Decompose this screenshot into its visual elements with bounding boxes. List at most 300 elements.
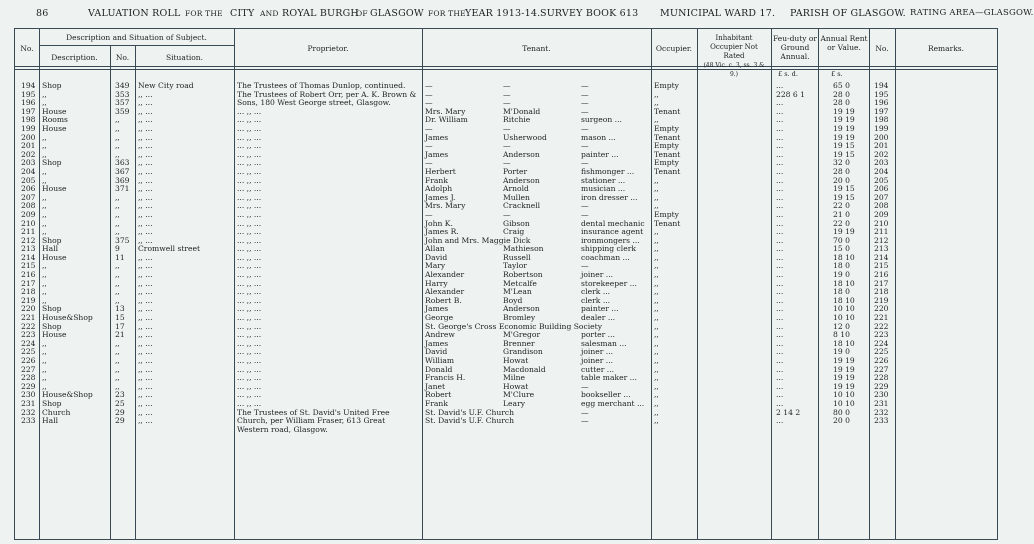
row-description: ,, <box>42 287 47 297</box>
row-situation: ,, ... <box>138 313 153 323</box>
row-no-right: 224 <box>874 338 889 348</box>
row-no-right: 195 <box>874 89 889 99</box>
row-no-right: 218 <box>874 287 889 297</box>
row-no-right: 231 <box>874 398 889 408</box>
row-tenant-first: Harry <box>425 278 448 288</box>
row-situation: ,, ... <box>138 321 153 331</box>
row-situation: ,, ... <box>138 106 153 116</box>
row-tenant-trade: joiner ... <box>581 347 614 357</box>
row-no: 221 <box>21 313 36 323</box>
row-no-right: 207 <box>874 192 889 202</box>
row-annual-value: 19 15 <box>833 192 855 202</box>
row-proprietor: ... ,, ... <box>237 244 262 254</box>
row-occupier: ,, <box>654 390 659 400</box>
row-description: ,, <box>42 347 47 357</box>
row-tenant-first: Andrew <box>425 330 455 340</box>
col-no: No. <box>20 44 34 53</box>
row-occupier: Empty <box>654 209 679 219</box>
row-proprietor: ... ,, ... <box>237 313 262 323</box>
row-feu-duty: ... <box>776 330 784 340</box>
row-feu-duty: ... <box>776 209 784 219</box>
row-occupier: ,, <box>654 98 659 108</box>
row-tenant-first: — <box>425 98 433 108</box>
row-feu-duty: ... <box>776 295 784 305</box>
row-tenant-surname: Macdonald <box>503 364 546 374</box>
row-description: ,, <box>42 295 47 305</box>
row-tenant-surname: Grandison <box>503 347 543 357</box>
row-street-no: ,, <box>115 192 120 202</box>
row-no: 227 <box>21 364 36 374</box>
row-annual-value: 70 0 <box>833 235 850 245</box>
title-city: CITY <box>230 8 255 19</box>
row-street-no: ,, <box>115 123 120 133</box>
row-proprietor: ... ,, ... <box>237 235 262 245</box>
row-occupier: Tenant <box>654 166 681 176</box>
row-situation: ,, ... <box>138 261 153 271</box>
row-situation: ,, ... <box>138 132 153 142</box>
row-tenant-surname: Milne <box>503 373 526 383</box>
row-feu-duty: ... <box>776 141 784 151</box>
row-description: ,, <box>42 364 47 374</box>
row-situation: Cromwell street <box>138 244 201 254</box>
row-situation: ,, ... <box>138 166 153 176</box>
title-glasgow: GLASGOW <box>370 8 424 19</box>
row-tenant-first: Frank <box>425 398 448 408</box>
row-proprietor: ... ,, ... <box>237 304 262 314</box>
row-no-right: 222 <box>874 321 889 331</box>
row-annual-value: 65 0 <box>833 81 850 90</box>
row-feu-duty: ... <box>776 227 784 237</box>
row-tenant-trade: — <box>581 381 589 391</box>
col-inhabitant-label: Inhabitant Occupier Not Rated <box>710 34 758 60</box>
header-bottom-line <box>15 66 997 67</box>
row-description: Shop <box>42 158 62 168</box>
row-tenant-surname: Mathieson <box>503 244 544 254</box>
row-street-no: 369 <box>115 175 130 185</box>
row-situation: ,, ... <box>138 209 153 219</box>
row-no: 196 <box>21 98 36 108</box>
survey-book: SURVEY BOOK 613 <box>540 8 639 19</box>
row-tenant-surname: — <box>503 158 511 168</box>
row-tenant-first: Janet <box>425 381 446 391</box>
row-description: ,, <box>42 132 47 142</box>
row-no: 202 <box>21 149 36 159</box>
row-proprietor: ... ,, ... <box>237 166 262 176</box>
row-street-no: 17 <box>115 321 125 331</box>
row-tenant-trade: shipping clerk <box>581 244 636 254</box>
row-occupier: Tenant <box>654 106 681 116</box>
row-no-right: 228 <box>874 373 889 383</box>
row-tenant-trade: — <box>581 81 589 90</box>
row-tenant-trade: iron dresser ... <box>581 192 638 202</box>
row-no-right: 213 <box>874 244 889 254</box>
row-no: 219 <box>21 295 36 305</box>
row-annual-value: 22 0 <box>833 201 850 211</box>
row-no: 216 <box>21 270 36 280</box>
row-tenant-first: James <box>425 132 449 142</box>
row-no-right: 200 <box>874 132 889 142</box>
row-no-right: 220 <box>874 304 889 314</box>
row-description: House&Shop <box>42 313 93 323</box>
row-tenant-trade: — <box>581 158 589 168</box>
row-situation: ,, ... <box>138 373 153 383</box>
row-situation: ,, ... <box>138 416 153 426</box>
row-description: ,, <box>42 89 47 99</box>
row-tenant-trade: surgeon ... <box>581 115 622 125</box>
row-occupier: ,, <box>654 364 659 374</box>
row-no-right: 203 <box>874 158 889 168</box>
row-description: ,, <box>42 149 47 159</box>
row-street-no: 23 <box>115 390 125 400</box>
row-proprietor: Western road, Glasgow. <box>237 424 328 434</box>
row-annual-value: 19 15 <box>833 141 855 151</box>
row-proprietor: ... ,, ... <box>237 390 262 400</box>
row-situation: ,, ... <box>138 287 153 297</box>
row-no-right: 226 <box>874 356 889 365</box>
row-no-right: 205 <box>874 175 889 185</box>
row-occupier: Empty <box>654 141 679 151</box>
row-annual-value: 8 10 <box>833 330 850 340</box>
row-occupier: ,, <box>654 338 659 348</box>
row-annual-value: 28 0 <box>833 166 850 176</box>
municipal-ward: MUNICIPAL WARD 17. <box>660 8 776 19</box>
row-no: 233 <box>21 416 36 426</box>
title-for-the-2: FOR THE <box>428 9 466 18</box>
col-feu-duty: Feu-duty or Ground Annual. <box>773 34 817 61</box>
row-tenant-surname: Craig <box>503 227 525 237</box>
row-street-no: ,, <box>115 115 120 125</box>
row-tenant-first: St. David's U.F. Church <box>425 407 515 417</box>
row-situation: ,, ... <box>138 158 153 168</box>
row-situation: ,, ... <box>138 381 153 391</box>
row-street-no: 353 <box>115 89 130 99</box>
row-tenant-surname: Brenner <box>503 338 535 348</box>
row-annual-value: 19 19 <box>833 115 855 125</box>
row-tenant-surname: Anderson <box>503 304 540 314</box>
row-annual-value: 19 19 <box>833 227 855 237</box>
row-feu-duty: ... <box>776 416 784 426</box>
row-tenant-trade: dealer ... <box>581 313 616 323</box>
row-proprietor: ... ,, ... <box>237 201 262 211</box>
row-no-right: 227 <box>874 364 889 374</box>
row-no: 225 <box>21 347 36 357</box>
row-no: 214 <box>21 252 36 262</box>
row-tenant-trade: clerk ... <box>581 287 611 297</box>
row-description: Shop <box>42 235 62 245</box>
row-situation: ,, ... <box>138 407 153 417</box>
row-no-right: 221 <box>874 313 889 323</box>
row-annual-value: 18 10 <box>833 252 855 262</box>
row-description: ,, <box>42 356 47 365</box>
row-description: ,, <box>42 192 47 202</box>
row-feu-duty: ... <box>776 98 784 108</box>
row-street-no: 11 <box>115 252 125 262</box>
row-feu-duty: ... <box>776 373 784 383</box>
row-street-no: 25 <box>115 398 125 408</box>
row-annual-value: 18 0 <box>833 261 850 271</box>
table-body <box>15 82 999 434</box>
row-annual-value: 10 10 <box>833 304 855 314</box>
row-proprietor: ... ,, ... <box>237 209 262 219</box>
row-description: ,, <box>42 373 47 383</box>
table-row <box>15 417 999 426</box>
row-no-right: 233 <box>874 416 889 426</box>
row-street-no: 371 <box>115 184 130 194</box>
row-tenant-first: John K. <box>425 218 453 228</box>
row-description: ,, <box>42 141 47 151</box>
row-tenant-first: Mary <box>425 261 446 271</box>
row-tenant-trade: joiner ... <box>581 356 614 365</box>
row-occupier: ,, <box>654 201 659 211</box>
row-occupier: ,, <box>654 398 659 408</box>
row-no-right: 225 <box>874 347 889 357</box>
row-tenant-first: David <box>425 252 448 262</box>
row-no: 230 <box>21 390 36 400</box>
row-annual-value: 19 15 <box>833 149 855 159</box>
row-feu-duty: ... <box>776 166 784 176</box>
row-street-no: ,, <box>115 132 120 142</box>
feu-units: £ s. d. <box>778 70 798 78</box>
row-annual-value: 10 10 <box>833 313 855 323</box>
row-feu-duty: ... <box>776 390 784 400</box>
col-inhabitant-sub: (48 Vic. c. 3, ss. 3 & 9.) <box>703 62 765 78</box>
row-description: Rooms <box>42 115 68 125</box>
row-no-right: 230 <box>874 390 889 400</box>
row-tenant-first: Frank <box>425 175 448 185</box>
row-description: ,, <box>42 166 47 176</box>
row-street-no: ,, <box>115 278 120 288</box>
row-proprietor: ... ,, ... <box>237 132 262 142</box>
row-situation: ,, ... <box>138 235 153 245</box>
col-inhabitant <box>699 34 769 79</box>
row-tenant-trade: fishmonger ... <box>581 166 635 176</box>
row-annual-value: 18 10 <box>833 338 855 348</box>
row-tenant-trade: — <box>581 261 589 271</box>
row-tenant-trade: storekeeper ... <box>581 278 637 288</box>
row-proprietor: ... ,, ... <box>237 330 262 340</box>
row-street-no: 363 <box>115 158 130 168</box>
row-tenant-surname: Taylor <box>503 261 527 271</box>
row-street-no: 375 <box>115 235 130 245</box>
col-annual-rent: Annual Rent or Value. <box>820 34 868 52</box>
row-no: 218 <box>21 287 36 297</box>
row-street-no: ,, <box>115 287 120 297</box>
row-no-right: 196 <box>874 98 889 108</box>
table-row <box>15 426 999 435</box>
row-description: ,, <box>42 201 47 211</box>
row-annual-value: 19 0 <box>833 347 850 357</box>
row-tenant-trade: — <box>581 209 589 219</box>
row-no-right: 198 <box>874 115 889 125</box>
row-no: 231 <box>21 398 36 408</box>
row-occupier: ,, <box>654 287 659 297</box>
row-no: 213 <box>21 244 36 254</box>
row-tenant-surname: Porter <box>503 166 528 176</box>
row-proprietor: ... ,, ... <box>237 287 262 297</box>
row-feu-duty: ... <box>776 338 784 348</box>
row-feu-duty: ... <box>776 201 784 211</box>
row-situation: ,, ... <box>138 218 153 228</box>
row-annual-value: 10 10 <box>833 390 855 400</box>
row-no: 195 <box>21 89 36 99</box>
row-no-right: 210 <box>874 218 889 228</box>
row-occupier: ,, <box>654 175 659 185</box>
row-annual-value: 19 19 <box>833 356 855 365</box>
row-feu-duty: ... <box>776 175 784 185</box>
row-tenant-surname: M'Lean <box>503 287 532 297</box>
row-feu-duty: ... <box>776 252 784 262</box>
row-occupier: ,, <box>654 347 659 357</box>
title-and: AND <box>260 9 279 18</box>
row-tenant-first: Donald <box>425 364 453 374</box>
row-description: House <box>42 330 67 340</box>
row-no-right: 219 <box>874 295 889 305</box>
row-description: ,, <box>42 261 47 271</box>
row-street-no: ,, <box>115 295 120 305</box>
row-tenant-first: Dr. William <box>425 115 468 125</box>
row-description: House&Shop <box>42 390 93 400</box>
row-street-no: ,, <box>115 261 120 271</box>
row-annual-value: 19 19 <box>833 381 855 391</box>
row-street-no: 349 <box>115 81 130 90</box>
row-tenant-first: Herbert <box>425 166 456 176</box>
row-feu-duty: ... <box>776 218 784 228</box>
row-feu-duty: ... <box>776 244 784 254</box>
row-occupier: ,, <box>654 321 659 331</box>
row-tenant-trade: — <box>581 141 589 151</box>
row-tenant-first: James <box>425 149 449 159</box>
row-proprietor: ... ,, ... <box>237 364 262 374</box>
row-situation: ,, ... <box>138 149 153 159</box>
row-tenant-trade: porter ... <box>581 330 615 340</box>
row-feu-duty: ... <box>776 81 784 90</box>
page-header <box>0 8 1034 24</box>
row-tenant-surname: Boyd <box>503 295 523 305</box>
row-occupier: ,, <box>654 89 659 99</box>
row-proprietor: ... ,, ... <box>237 218 262 228</box>
row-tenant-trade: table maker ... <box>581 373 637 383</box>
row-street-no: 9 <box>115 244 120 254</box>
row-description: Shop <box>42 398 62 408</box>
row-proprietor: The Trustees of St. David's United Free <box>237 407 390 417</box>
parish: PARISH OF GLASGOW. <box>790 8 906 19</box>
row-tenant-trade: cutter ... <box>581 364 615 374</box>
row-occupier: ,, <box>654 252 659 262</box>
row-tenant-first: William <box>425 356 455 365</box>
row-proprietor: ... ,, ... <box>237 106 262 116</box>
row-tenant-trade: insurance agent <box>581 227 644 237</box>
row-situation: ,, ... <box>138 184 153 194</box>
row-annual-value: 32 0 <box>833 158 850 168</box>
col-occupier: Occupier. <box>655 44 693 53</box>
row-proprietor: ... ,, ... <box>237 184 262 194</box>
row-feu-duty: ... <box>776 304 784 314</box>
row-tenant-surname: — <box>503 89 511 99</box>
row-no-right: 215 <box>874 261 889 271</box>
row-occupier: ,, <box>654 407 659 417</box>
row-tenant-surname: Anderson <box>503 175 540 185</box>
row-occupier: ,, <box>654 184 659 194</box>
row-no: 208 <box>21 201 36 211</box>
row-occupier: ,, <box>654 313 659 323</box>
desc-group-line <box>39 45 234 46</box>
row-proprietor: ... ,, ... <box>237 252 262 262</box>
row-tenant-surname: Metcalfe <box>503 278 537 288</box>
row-tenant-first: Robert B. <box>425 295 462 305</box>
row-proprietor: ... ,, ... <box>237 338 262 348</box>
row-tenant-first: St. George's Cross Economic Building Society <box>425 321 603 331</box>
row-description: ,, <box>42 209 47 219</box>
row-tenant-trade: coachman ... <box>581 252 630 262</box>
row-no: 220 <box>21 304 36 314</box>
row-proprietor: ... ,, ... <box>237 141 262 151</box>
rating-area: RATING AREA—GLASGOW. <box>910 8 1034 18</box>
row-feu-duty: ... <box>776 192 784 202</box>
row-situation: ,, ... <box>138 347 153 357</box>
row-description: ,, <box>42 175 47 185</box>
row-annual-value: 19 19 <box>833 373 855 383</box>
row-situation: New City road <box>138 81 194 90</box>
col-no-right: No. <box>875 44 889 53</box>
row-annual-value: 20 0 <box>833 416 850 426</box>
row-feu-duty: ... <box>776 364 784 374</box>
row-tenant-first: Alexander <box>425 287 465 297</box>
row-occupier: ,, <box>654 244 659 254</box>
row-annual-value: 22 0 <box>833 218 850 228</box>
row-feu-duty: ... <box>776 184 784 194</box>
row-occupier: ,, <box>654 295 659 305</box>
row-tenant-trade: stationer ... <box>581 175 626 185</box>
row-tenant-trade: — <box>581 201 589 211</box>
row-no: 224 <box>21 338 36 348</box>
row-description: ,, <box>42 227 47 237</box>
row-no: 222 <box>21 321 36 331</box>
row-street-no: ,, <box>115 218 120 228</box>
row-proprietor: ... ,, ... <box>237 227 262 237</box>
row-tenant-surname: Anderson <box>503 149 540 159</box>
row-description: House <box>42 123 67 133</box>
row-street-no: 359 <box>115 106 130 116</box>
row-situation: ,, ... <box>138 338 153 348</box>
row-annual-value: 19 15 <box>833 184 855 194</box>
row-feu-duty: ... <box>776 321 784 331</box>
row-tenant-first: St. David's U.F. Church <box>425 416 515 426</box>
row-situation: ,, ... <box>138 201 153 211</box>
row-description: Shop <box>42 81 62 90</box>
row-tenant-first: David <box>425 347 448 357</box>
row-tenant-surname: M'Donald <box>503 106 541 116</box>
col-desc-group: Description and Situation of Subject. <box>66 33 207 42</box>
row-feu-duty: ... <box>776 158 784 168</box>
row-street-no: ,, <box>115 373 120 383</box>
row-annual-value: 28 0 <box>833 98 850 108</box>
row-tenant-surname: Ritchie <box>503 115 531 125</box>
row-annual-value: 15 0 <box>833 244 850 254</box>
row-annual-value: 21 0 <box>833 209 850 219</box>
row-tenant-surname: Leary <box>503 398 525 408</box>
row-tenant-trade: — <box>581 106 589 116</box>
row-tenant-surname: Russell <box>503 252 531 262</box>
row-no-right: 232 <box>874 407 889 417</box>
row-annual-value: 18 0 <box>833 287 850 297</box>
row-proprietor: ... ,, ... <box>237 373 262 383</box>
row-no-right: 208 <box>874 201 889 211</box>
col-situation: Situation. <box>166 53 203 62</box>
row-tenant-surname: Mullen <box>503 192 530 202</box>
row-annual-value: 12 0 <box>833 321 850 331</box>
row-tenant-surname: Arnold <box>503 184 529 194</box>
row-feu-duty: ... <box>776 356 784 365</box>
